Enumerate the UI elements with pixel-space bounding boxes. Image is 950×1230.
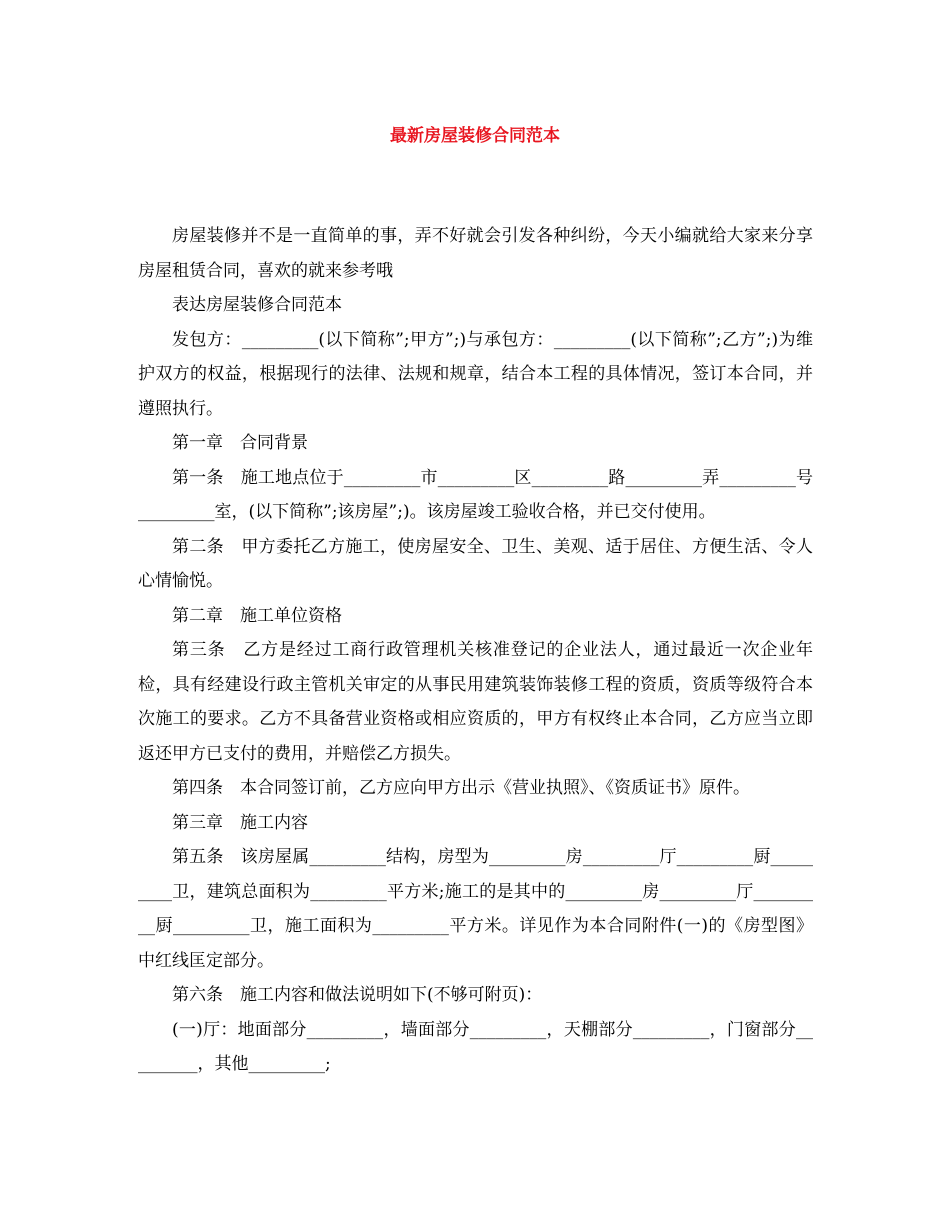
article-6-item-1: (一)厅：地面部分_________，墙面部分_________，天棚部分_________，门窗部分_________，其他_________; [138,1019,813,1074]
article-2: 第二条 甲方委托乙方施工，使房屋安全、卫生、美观、适于居住、方便生活、令人心情愉悦。 [138,536,813,591]
document-title: 最新房屋装修合同范本 [390,126,560,146]
chapter-heading-1: 第一章 合同背景 [172,433,308,453]
article-3: 第三条 乙方是经过工商行政管理机关核准登记的企业法人，通过最近一次企业年检，具有经建设行政主管机关审定的从事民用建筑装饰装修工程的资质，资质等级符合本次施工的要求。乙方不具备营业资格或相应资质的，甲方有权终止本合同，乙方应当立即返还甲方已支付的费用，并赔偿乙方损失。 [138,640,813,764]
paragraph-subtitle: 表达房屋装修合同范本 [172,295,342,315]
document-body [138,219,813,1082]
chapter-heading-2: 第二章 施工单位资格 [172,605,342,626]
article-5: 第五条 该房屋属_________结构，房型为_________房_________厅_________厨_________卫，建筑总面积为_________平方米;施工的是其中的_________房_________厅_________厨_________卫，施工面积为_________平方米。详见作为本合同附件(一)的《房型图》中红线匡定部分。 [138,847,813,971]
paragraph-parties: 发包方：_________(以下简称”;甲方”;)与承包方：_________(以下简称”;乙方”;)为维护双方的权益，根据现行的法律、法规和规章，结合本工程的具体情况，签订本合同，并遵照执行。 [138,329,813,419]
article-1: 第一条 施工地点位于_________市_________区_________路_________弄_________号_________室，(以下简称”;该房屋”;)。该房屋竣工验收合格，并已交付使用。 [138,467,813,522]
paragraph-intro: 房屋装修并不是一直简单的事，弄不好就会引发各种纠纷，今天小编就给大家来分享房屋租赁合同，喜欢的就来参考哦 [138,226,813,281]
article-4: 第四条 本合同签订前，乙方应向甲方出示《营业执照》、《资质证书》原件。 [172,778,750,798]
article-6: 第六条 施工内容和做法说明如下(不够可附页)： [172,985,543,1005]
chapter-heading-3: 第三章 施工内容 [172,812,308,833]
